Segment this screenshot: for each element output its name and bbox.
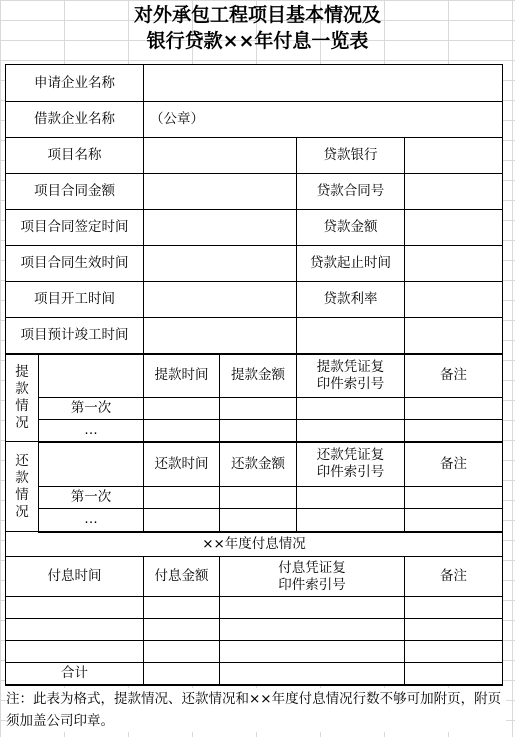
repayment-remark-header: 备注 [405,442,503,487]
interest-cell[interactable] [144,619,220,641]
borrower-value[interactable]: （公章） [144,102,503,138]
project-name-label: 项目名称 [6,138,144,174]
interest-cell[interactable] [220,641,405,663]
applicant-label: 申请企业名称 [6,65,144,102]
interest-cell[interactable] [144,597,220,619]
start-date-label: 项目开工时间 [6,282,144,318]
interest-cell[interactable] [6,619,144,641]
loan-rate-label: 贷款利率 [297,282,405,318]
planned-completion-label: 项目预计竣工时间 [6,318,144,354]
repayment-cell[interactable] [220,487,297,509]
drawdown-cell[interactable] [297,398,405,420]
repayment-cell[interactable] [297,487,405,509]
drawdown-cell[interactable] [405,420,503,442]
loan-amount-value[interactable] [405,210,503,246]
drawdown-time-header: 提款时间 [144,354,220,398]
info-table [5,64,503,686]
contract-sign-date-label: 项目合同签定时间 [6,210,144,246]
interest-cell[interactable] [405,597,503,619]
drawdown-header-blank [39,354,144,398]
interest-section-title: ××年度付息情况 [6,532,503,557]
loan-bank-label: 贷款银行 [297,138,405,174]
loan-contract-no-value[interactable] [405,174,503,210]
planned-completion-value[interactable] [144,318,297,354]
drawdown-section-label: 提 款 情 况 [6,354,39,442]
drawdown-cell[interactable] [144,420,220,442]
empty-value-cell[interactable] [405,318,503,354]
interest-cell[interactable] [144,641,220,663]
empty-label-cell [297,318,405,354]
interest-cell[interactable] [6,641,144,663]
interest-time-header: 付息时间 [6,557,144,597]
drawdown-row-first: 第一次 [39,398,144,420]
applicant-value[interactable] [144,65,503,102]
contract-effective-date-label: 项目合同生效时间 [6,246,144,282]
drawdown-cell[interactable] [220,420,297,442]
repayment-cell[interactable] [297,509,405,532]
footnote: 注：此表为格式，提款情况、还款情况和××年度付息情况行数不够可加附页，附页须加盖公司印章。 [6,688,506,732]
repayment-section-label: 还 款 情 况 [6,442,39,532]
loan-amount-label: 贷款金额 [297,210,405,246]
start-date-value[interactable] [144,282,297,318]
loan-period-value[interactable] [405,246,503,282]
drawdown-cell[interactable] [405,398,503,420]
repayment-cell[interactable] [220,509,297,532]
total-remark-cell[interactable] [405,663,503,685]
loan-bank-value[interactable] [405,138,503,174]
project-name-value[interactable] [144,138,297,174]
interest-voucher-header: 付息凭证复 印件索引号 [220,557,405,597]
interest-cell[interactable] [220,597,405,619]
drawdown-row-more: … [39,420,144,442]
total-label: 合计 [6,663,144,685]
interest-cell[interactable] [220,619,405,641]
repayment-voucher-header: 还款凭证复 印件索引号 [297,442,405,487]
repayment-row-more: … [39,509,144,532]
contract-amount-value[interactable] [144,174,297,210]
interest-cell[interactable] [405,619,503,641]
repayment-cell[interactable] [144,487,220,509]
repayment-time-header: 还款时间 [144,442,220,487]
repayment-cell[interactable] [405,509,503,532]
drawdown-cell[interactable] [297,420,405,442]
drawdown-voucher-header: 提款凭证复 印件索引号 [297,354,405,398]
interest-cell[interactable] [6,597,144,619]
drawdown-cell[interactable] [144,398,220,420]
repayment-header-blank [39,442,144,487]
drawdown-cell[interactable] [220,398,297,420]
loan-period-label: 贷款起止时间 [297,246,405,282]
borrower-label: 借款企业名称 [6,102,144,138]
total-voucher-cell[interactable] [220,663,405,685]
loan-rate-value[interactable] [405,282,503,318]
loan-contract-no-label: 贷款合同号 [297,174,405,210]
total-amount-cell[interactable] [144,663,220,685]
interest-remark-header: 备注 [405,557,503,597]
contract-amount-label: 项目合同金额 [6,174,144,210]
title-line-2: 银行贷款××年付息一览表 [146,30,369,52]
title-line-1: 对外承包工程项目基本情况及 [133,4,381,26]
drawdown-amount-header: 提款金额 [220,354,297,398]
repayment-cell[interactable] [144,509,220,532]
repayment-cell[interactable] [405,487,503,509]
contract-effective-date-value[interactable] [144,246,297,282]
drawdown-remark-header: 备注 [405,354,503,398]
repayment-amount-header: 还款金额 [220,442,297,487]
contract-sign-date-value[interactable] [144,210,297,246]
interest-amount-header: 付息金额 [144,557,220,597]
repayment-row-first: 第一次 [39,487,144,509]
interest-cell[interactable] [405,641,503,663]
